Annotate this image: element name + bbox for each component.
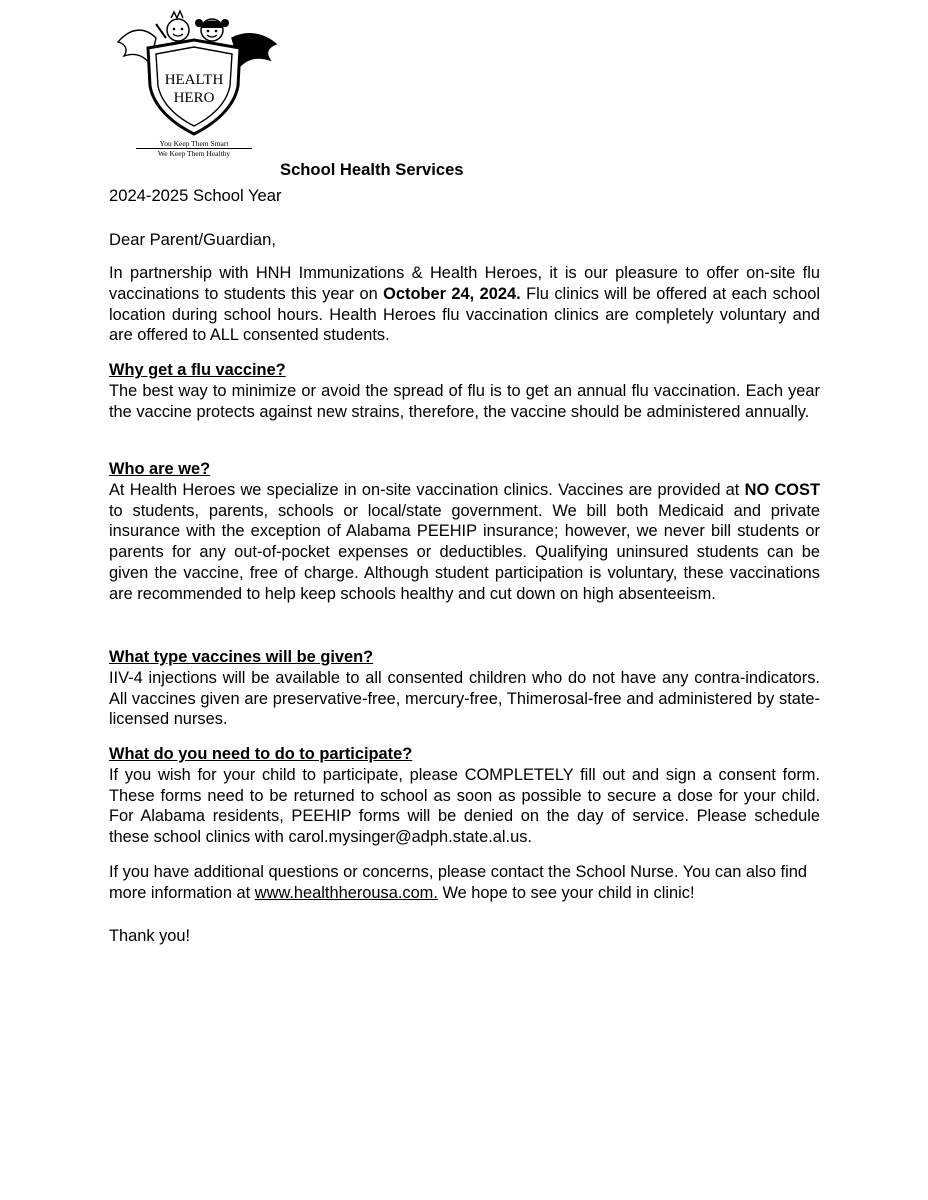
salutation: Dear Parent/Guardian, (109, 230, 276, 249)
section-who-are-we (109, 459, 820, 605)
section-heading-participate: What do you need to do to participate? (109, 745, 413, 763)
closing-paragraph (109, 862, 820, 904)
section-vaccine-types (109, 647, 820, 730)
clinic-date: October 24, 2024. (383, 284, 521, 303)
section-body-why: The best way to minimize or avoid the spread of flu is to get an annual flu vaccination. Each year the vaccine protects against new strains, therefore, the vaccine should be administered annually. (109, 381, 820, 421)
logo-tagline-2: We Keep Them Healthy (157, 149, 231, 158)
shield-logo-graphic (108, 8, 280, 138)
section-heading-why: Why get a flu vaccine? (109, 361, 286, 379)
school-year: 2024-2025 School Year (109, 186, 282, 205)
section-body-types: IIV-4 injections will be available to all consented children who do not have any contra-indicators. All vaccines given are preservative-free, mercury-free, Thimerosal-free and administered by state-licensed nurses. (109, 668, 820, 729)
no-cost-text: NO COST (744, 480, 820, 499)
document-title: School Health Services (280, 160, 464, 179)
signoff: Thank you! (109, 927, 191, 945)
health-hero-logo (108, 8, 280, 160)
section-participate (109, 744, 820, 848)
section-body-who-1: At Health Heroes we specialize in on-site vaccination clinics. Vaccines are provided at (109, 480, 745, 499)
section-body-participate: If you wish for your child to participate, please COMPLETELY fill out and sign a consent form. These forms need to be returned to school as soon as possible to secure a dose for your child. For Alabama residents, PEEHIP forms will be denied on the day of service. Please schedule these school clinics with carol.mysinger@adph.state.al.us. (109, 765, 820, 847)
website-link[interactable]: www.healthherousa.com. (254, 883, 438, 902)
intro-text-1: In partnership with HNH Immunizations & Health Heroes, it is our pleasure to offer on-site flu vaccinations to students this year on (109, 264, 820, 303)
section-heading-who: Who are we? (109, 460, 211, 478)
logo-word-hero: HERO (173, 90, 215, 106)
intro-paragraph (109, 263, 820, 346)
intro-text-2: Flu clinics will be offered at each school location during school hours. Health Heroes flu vaccination clinics are completely voluntary and are offered to ALL consented students. (109, 284, 820, 345)
section-why-vaccine (109, 360, 820, 422)
closing-text-1: If you have additional questions or concerns, please contact the School Nurse. You can also find more information at (109, 863, 807, 902)
section-heading-types: What type vaccines will be given? (109, 648, 374, 666)
section-body-who-2: to students, parents, schools or local/state government. We bill both Medicaid and private insurance with the exception of Alabama PEEHIP insurance; however, we never bill students or parents for any out-of-pocket expenses or deductibles. Qualifying uninsured students can be given the vaccine, free of charge. Although student participation is voluntary, these vaccinations are recommended to help keep schools healthy and cut down on high absenteeism. (109, 501, 820, 603)
logo-word-health: HEALTH (164, 72, 224, 88)
logo-tagline-1: You Keep Them Smart (159, 139, 229, 148)
closing-text-2: We hope to see your child in clinic! (437, 883, 695, 902)
